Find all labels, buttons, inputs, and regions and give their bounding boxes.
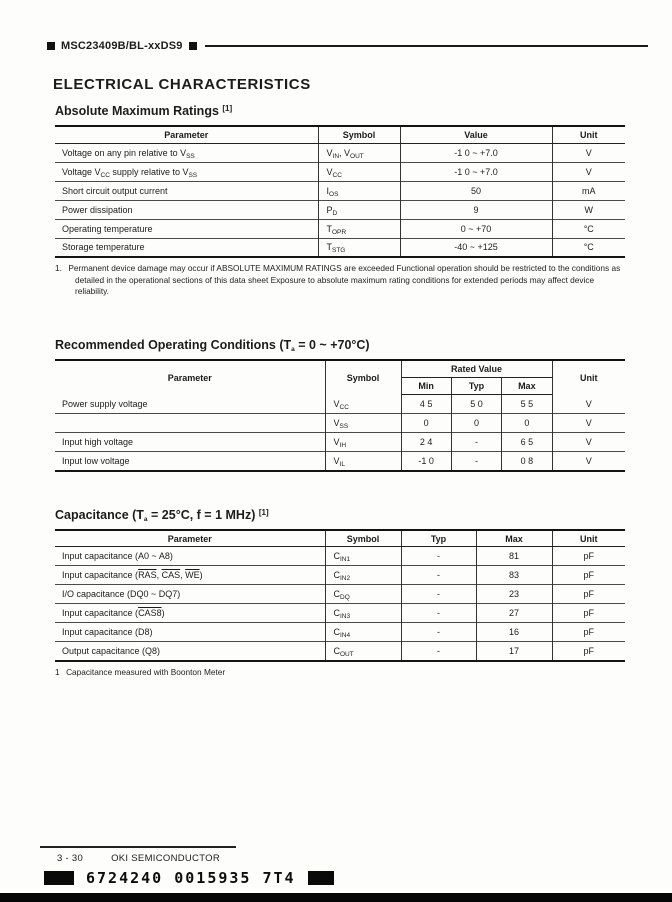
- table-cell: 2 4: [401, 433, 451, 452]
- table-cell: Power supply voltage: [62, 399, 148, 410]
- table-cell: $V_{CC}$: [318, 162, 400, 181]
- section-title-capacitance: Capacitance ($T_a = 25^\circ C$, f = 1 MHz) [1]: [55, 507, 269, 523]
- table-cell: $V_{IL}$: [325, 452, 401, 471]
- table-row: [55, 238, 625, 257]
- table-row: [55, 433, 625, 452]
- table-header-row: [55, 126, 625, 143]
- table-row: [55, 604, 625, 623]
- table-cell: V: [552, 452, 625, 471]
- table-cell: V: [552, 143, 625, 162]
- table-cell: -1 0 ~ +7.0: [400, 162, 552, 181]
- table-cell: $V_{SS}$: [325, 414, 401, 433]
- table-cell: $T_{STG}$: [318, 238, 400, 257]
- table-cell: pF: [552, 604, 625, 623]
- table-cell: Input low voltage: [55, 452, 325, 471]
- table-cell: -1 0: [401, 452, 451, 471]
- table-cell: -: [401, 585, 476, 604]
- table-cell: 0: [502, 414, 552, 433]
- table-cell: V: [552, 414, 625, 433]
- barcode-block-icon: [308, 871, 334, 885]
- page-number: 3 - 30: [57, 853, 84, 864]
- table-cell: pF: [552, 566, 625, 585]
- table-cell: -: [401, 642, 476, 661]
- table-cell: 27: [476, 604, 552, 623]
- table-cell: Voltage $V_{CC}$ supply relative to $V_{SS}$: [55, 162, 318, 181]
- table-row: [55, 395, 625, 414]
- table-cell: °C: [552, 219, 625, 238]
- table-cell: 5 5: [502, 395, 552, 414]
- page-header: [47, 40, 648, 52]
- column-header-typ: Typ: [401, 530, 476, 547]
- table-cell: $V_{IH}$: [325, 433, 401, 452]
- table-cell: Output capacitance (Q8): [55, 642, 325, 661]
- absolute-maximum-ratings-footnote: 1. Permanent device damage may occur if ABSOLUTE MAXIMUM RATINGS are exceeded Functional operation should be restricted to the conditions as detailed in the operational sections of this data sheet Exposure to absolute maximum rating conditions for extended periods may affect device reliability.: [55, 263, 621, 297]
- column-header-value: Value: [400, 126, 552, 143]
- table-cell: -: [451, 452, 501, 471]
- table-cell: Voltage on any pin relative to $V_{SS}$: [62, 147, 195, 160]
- table-cell: I/O capacitance (DQ0 ~ DQ7): [55, 585, 325, 604]
- table-cell: Operating temperature: [55, 219, 318, 238]
- page-content: [55, 76, 627, 678]
- column-header-symbol: Symbol: [325, 530, 401, 547]
- table-cell: $T_{OPR}$: [318, 219, 400, 238]
- table-cell: pF: [552, 623, 625, 642]
- barcode-row: [44, 869, 334, 887]
- table-row: [55, 566, 625, 585]
- column-header-unit: Unit: [552, 530, 625, 547]
- column-header-typ: Typ: [451, 378, 501, 395]
- table-cell: V: [552, 433, 625, 452]
- capacitance-table: [55, 529, 625, 662]
- table-cell: Power dissipation: [55, 200, 318, 219]
- table-cell: 23: [476, 585, 552, 604]
- table-header-row: [55, 360, 625, 378]
- table-cell: W: [552, 200, 625, 219]
- table-cell: -: [401, 604, 476, 623]
- table-header-row: [55, 530, 625, 547]
- table-cell: 9: [400, 200, 552, 219]
- table-body: [55, 143, 625, 257]
- table-cell: -: [401, 623, 476, 642]
- table-cell: $C_{IN4}$: [325, 623, 401, 642]
- table-cell: Input capacitance (A0 ~ A8): [62, 551, 173, 562]
- table-body: [55, 547, 625, 661]
- recommended-operating-conditions-table: [55, 359, 625, 472]
- table-cell: $V_{IN}$, $V_{OUT}$: [318, 143, 400, 162]
- table-cell: 0: [451, 414, 501, 433]
- column-header-max: Max: [476, 530, 552, 547]
- table-row: [55, 219, 625, 238]
- column-header-rated-value: Rated Value: [401, 360, 552, 378]
- barcode-text: 6724240 0015935 7T4: [86, 869, 296, 887]
- table-cell: $C_{IN3}$: [325, 604, 401, 623]
- table-cell: 50: [400, 181, 552, 200]
- table-header: [55, 360, 625, 395]
- table-cell: °C: [552, 238, 625, 257]
- table-cell: -: [451, 433, 501, 452]
- table-cell: pF: [552, 547, 625, 566]
- table-row: [55, 623, 625, 642]
- table-cell: 83: [476, 566, 552, 585]
- table-cell: 6 5: [502, 433, 552, 452]
- table-cell: Short circuit output current: [55, 181, 318, 200]
- column-header-symbol: Symbol: [325, 360, 401, 395]
- header-rule: [205, 45, 648, 47]
- table-cell: Storage temperature: [55, 238, 318, 257]
- footer-rule: [40, 846, 236, 848]
- table-cell: pF: [552, 642, 625, 661]
- table-row: [55, 414, 625, 433]
- table-cell: 0 8: [502, 452, 552, 471]
- page-footer: [57, 853, 220, 864]
- table-cell: 17: [476, 642, 552, 661]
- table-header: [55, 530, 625, 547]
- table-row: [55, 585, 625, 604]
- column-header-symbol: Symbol: [318, 126, 400, 143]
- table-cell: $P_D$: [318, 200, 400, 219]
- section-title-recommended-operating-conditions: Recommended Operating Conditions ($T_a = 0$ ~ +70°C): [55, 337, 370, 353]
- absolute-maximum-ratings-table: [55, 125, 625, 258]
- table-cell: 0 ~ +70: [400, 219, 552, 238]
- table-cell: -40 ~ +125: [400, 238, 552, 257]
- table-cell: 81: [476, 547, 552, 566]
- table-body: [55, 395, 625, 471]
- table-cell: [55, 414, 325, 433]
- column-header-parameter: Parameter: [55, 530, 325, 547]
- table-row: [55, 200, 625, 219]
- table-cell: -: [401, 566, 476, 585]
- column-header-parameter: Parameter: [167, 372, 212, 383]
- table-cell: Input high voltage: [55, 433, 325, 452]
- table-cell: Input capacitance ($\overline{RAS}$, $\overline{CAS}$, $\overline{WE}$): [55, 566, 325, 585]
- capacitance-footnote: 1 Capacitance measured with Boonton Meter: [55, 666, 226, 677]
- table-cell: $C_{IN1}$: [325, 547, 401, 566]
- column-header-min: Min: [401, 378, 451, 395]
- part-number: MSC23409B/BL-xxDS9: [61, 40, 183, 52]
- table-cell: V: [552, 395, 625, 414]
- table-cell: 4 5: [401, 395, 451, 414]
- column-header-parameter: Parameter: [55, 126, 318, 143]
- company-name: OKI SEMICONDUCTOR: [111, 853, 220, 864]
- table-row: [55, 452, 625, 471]
- table-cell: V: [552, 162, 625, 181]
- table-row: [55, 181, 625, 200]
- table-cell: $I_{OS}$: [318, 181, 400, 200]
- table-cell: Input capacitance (D8): [55, 623, 325, 642]
- table-row: [55, 642, 625, 661]
- table-cell: $C_{IN2}$: [325, 566, 401, 585]
- table-header: [55, 126, 625, 143]
- table-cell: $V_{CC}$: [325, 395, 401, 414]
- barcode-block-icon: [44, 871, 74, 885]
- table-cell: Input capacitance (CAS8): [55, 604, 325, 623]
- column-header-max: Max: [502, 378, 552, 395]
- table-cell: $C_{OUT}$: [325, 642, 401, 661]
- table-row: [55, 547, 625, 566]
- section-title-absolute-maximum-ratings: Absolute Maximum Ratings [1]: [55, 104, 233, 118]
- table-cell: pF: [552, 585, 625, 604]
- table-cell: 0: [401, 414, 451, 433]
- table-cell: mA: [552, 181, 625, 200]
- table-cell: 16: [476, 623, 552, 642]
- table-row: [55, 143, 625, 162]
- page-bottom-bar: [0, 893, 672, 902]
- table-cell: -1 0 ~ +7.0: [400, 143, 552, 162]
- column-header-unit: Unit: [552, 360, 625, 395]
- black-square-icon: [47, 42, 55, 50]
- table-cell: -: [401, 547, 476, 566]
- table-cell: 5 0: [451, 395, 501, 414]
- table-row: [55, 162, 625, 181]
- black-square-icon: [189, 42, 197, 50]
- table-cell: $C_{DQ}$: [325, 585, 401, 604]
- column-header-unit: Unit: [552, 126, 625, 143]
- page-title: ELECTRICAL CHARACTERISTICS: [53, 76, 311, 93]
